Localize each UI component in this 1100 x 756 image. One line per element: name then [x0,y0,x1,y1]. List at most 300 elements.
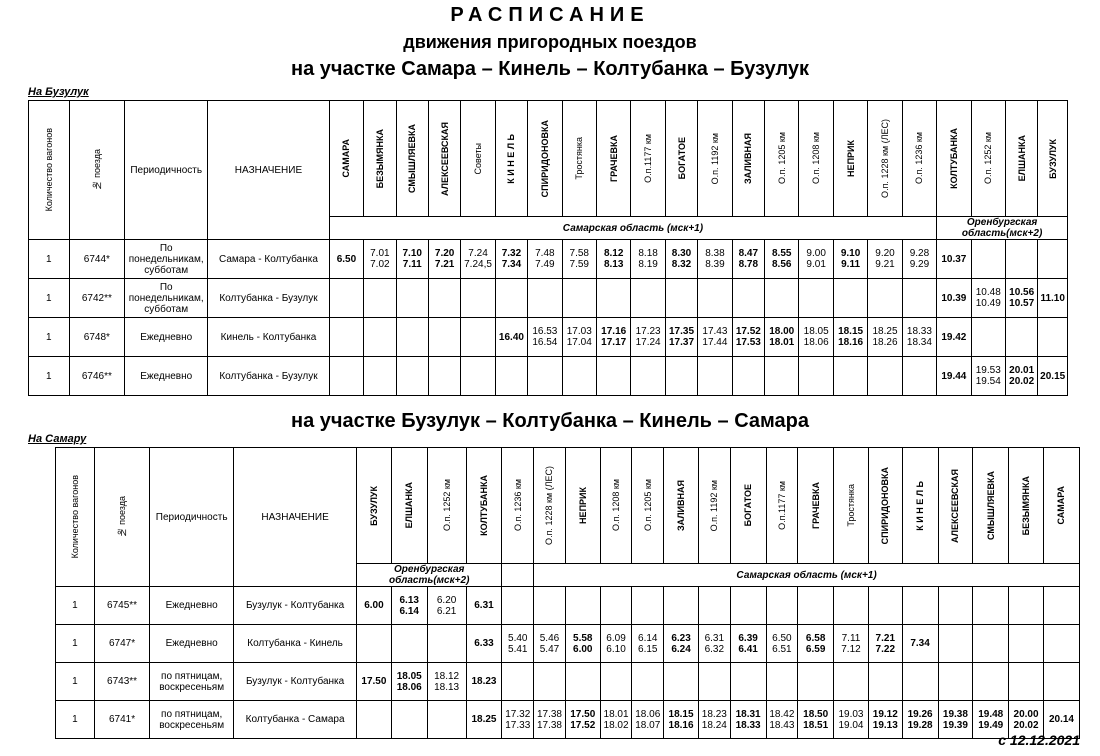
time-value: 17.44 [702,337,728,348]
time-cell [698,701,730,739]
station-header: БУЗУЛУК [357,448,392,564]
time-value: 7.21 [434,259,455,270]
station-header: К И Н Е Л Ь [495,101,527,217]
time-cell [495,279,527,318]
time-cell [466,701,502,739]
time-cell [528,279,562,318]
time-value: 20.14 [1048,714,1074,725]
time-value: 6.13 [399,594,419,606]
time-cell [364,240,396,279]
time-cell [427,701,466,739]
time-value: 6.31 [704,632,725,644]
time-value: 6.00 [364,600,384,611]
time-value: 6.41 [738,643,758,655]
column-header: Периодичность [150,448,234,587]
time-cell [534,663,566,701]
time-value: 6.23 [671,632,691,644]
cars-cell: 1 [56,625,95,663]
time-value: 17.16 [601,326,627,337]
region-label: Самарская область (мск+1) [329,217,936,240]
time-value: 19.12 [872,708,898,720]
region-gap [502,564,534,587]
time-cell [937,279,971,318]
cars-cell: 1 [56,663,95,701]
train-number: 6748* [69,318,125,357]
page-title: РАСПИСАНИЕ [450,4,650,26]
time-value: 7.10 [402,248,422,259]
time-cell [428,240,460,279]
time-cell [834,663,869,701]
time-value: 19.53 [975,365,1001,376]
time-value: 17.50 [361,676,387,687]
direction-label-to: На Бузулук [28,86,89,98]
time-cell [428,357,460,396]
time-cell [698,318,732,357]
station-header: О.п. 1252 км [427,448,466,564]
time-cell [461,279,495,318]
time-value: 8.56 [772,259,792,270]
time-value: 6.39 [738,632,758,644]
column-header: № поезда [69,101,125,240]
time-value: 18.33 [906,326,932,337]
time-cell [1009,587,1044,625]
time-cell [765,357,799,396]
periodicity-cell: Ежедневно [125,357,208,396]
time-value: 6.14 [399,605,419,617]
time-cell [562,279,596,318]
time-value: 6.09 [606,632,626,644]
time-value: 17.03 [566,326,592,337]
time-cell [902,240,936,279]
time-cell [973,625,1009,663]
time-cell [902,625,938,663]
time-cell [495,357,527,396]
time-value: 7.11 [402,259,422,270]
time-cell [698,279,732,318]
time-cell [698,587,730,625]
time-cell [971,318,1005,357]
station-header: Тростянка [834,448,869,564]
time-cell [902,279,936,318]
time-cell [971,240,1005,279]
time-value: 6.20 [436,594,457,606]
time-value: 18.00 [769,326,795,337]
time-cell [973,587,1009,625]
station-header: О.п. 1208 км [600,448,632,564]
time-value: 6.10 [606,643,626,655]
time-cell [833,357,867,396]
time-value: 18.06 [803,337,829,348]
time-cell [1038,318,1068,357]
time-value: 17.24 [635,337,661,348]
time-cell [1038,240,1068,279]
time-value: 7.12 [841,643,861,655]
station-header: СМЫШЛЯЕВКА [396,101,428,217]
time-value: 9.21 [875,259,895,270]
region-label: Оренбургская область(мск+2) [357,564,502,587]
time-cell [461,318,495,357]
time-cell [1043,587,1079,625]
time-value: 7.32 [501,248,522,259]
time-value: 18.02 [603,719,629,731]
station-header: О.п. 1192 км [698,448,730,564]
station-header: О.п.1177 км [766,448,798,564]
time-cell [600,701,632,739]
station-header: ГРАЧЕВКА [596,101,630,217]
station-header: СПИРИДОНОВКА [528,101,562,217]
time-cell [565,587,600,625]
time-value: 16.54 [532,337,558,348]
time-value: 6.14 [638,632,658,644]
time-cell [834,587,869,625]
time-cell [631,357,665,396]
time-value: 19.04 [838,719,864,731]
time-value: 6.50 [772,632,792,644]
destination-cell: Кинель - Колтубанка [208,318,330,357]
time-cell [357,625,392,663]
time-cell [461,357,495,396]
time-value: 20.15 [1040,370,1066,382]
time-cell [357,701,392,739]
time-cell [502,625,534,663]
time-value: 18.34 [906,337,932,348]
destination-cell: Самара - Колтубанка [208,240,330,279]
time-cell [868,587,902,625]
time-cell [698,240,732,279]
destination-cell: Бузулук - Колтубанка [234,587,357,625]
time-cell [1038,357,1068,396]
time-value: 5.40 [508,632,528,644]
time-cell [766,625,798,663]
time-value: 7.59 [569,259,589,270]
time-cell [665,357,697,396]
time-cell [833,318,867,357]
time-cell [631,240,665,279]
time-value: 9.01 [806,259,826,270]
region-label: Оренбургская область(мск+2) [937,217,1068,240]
time-value: 18.16 [838,337,864,348]
time-cell [1009,663,1044,701]
station-header: АЛЕКСЕЕВСКАЯ [428,101,460,217]
station-header: О.п. 1205 км [765,101,799,217]
station-header: СПИРИДОНОВКА [868,448,902,564]
time-cell [534,587,566,625]
station-header: НЕПРИК [833,101,867,217]
time-value: 17.38 [536,719,562,731]
time-cell [938,663,973,701]
time-value: 7.24 [468,248,488,259]
time-value: 9.29 [909,259,930,270]
time-value: 18.16 [668,719,694,731]
time-cell [391,701,427,739]
time-cell [766,663,798,701]
time-cell [868,318,902,357]
time-value: 17.52 [570,719,596,731]
time-value: 17.52 [735,326,761,337]
time-cell [357,663,392,701]
time-cell [466,625,502,663]
time-value: 19.13 [872,719,898,731]
time-cell [665,279,697,318]
time-cell [329,357,363,396]
time-cell [698,663,730,701]
time-cell [971,357,1005,396]
time-value: 7.34 [910,638,930,649]
time-value: 18.07 [635,719,661,731]
station-header: БОГАТОЕ [665,101,697,217]
station-header: ЗАЛИВНАЯ [732,101,764,217]
time-value: 18.01 [769,337,795,348]
column-header: № поезда [94,448,149,587]
time-cell [364,279,396,318]
train-number: 6746** [69,357,125,396]
time-value: 9.28 [909,248,930,259]
time-value: 17.50 [570,708,596,720]
time-cell [698,357,732,396]
time-value: 18.50 [803,708,829,720]
time-cell [600,587,632,625]
train-row [56,587,1080,625]
time-value: 10.56 [1009,287,1035,298]
time-value: 8.18 [638,248,658,259]
time-cell [632,625,664,663]
destination-cell: Бузулук - Колтубанка [234,663,357,701]
time-value: 8.39 [705,259,725,270]
time-cell [1043,663,1079,701]
time-cell [732,357,764,396]
time-cell [732,318,764,357]
destination-cell: Колтубанка - Кинель [234,625,357,663]
time-value: 7.11 [841,632,861,644]
time-value: 19.03 [838,708,864,720]
train-number: 6747* [94,625,149,663]
time-cell [562,357,596,396]
time-value: 10.37 [941,253,967,265]
time-cell [1005,240,1037,279]
station-header: СМЫШЛЯЕВКА [973,448,1009,564]
time-value: 20.02 [1009,376,1035,387]
time-cell [765,240,799,279]
time-value: 16.40 [498,331,524,343]
time-cell [632,701,664,739]
station-header: ГРАЧЕВКА [798,448,834,564]
time-value: 8.78 [738,259,759,270]
train-row [29,240,1068,279]
station-header: О.п. 1236 км [502,448,534,564]
periodicity-cell: Ежедневно [150,587,234,625]
time-cell [665,318,697,357]
time-cell [534,625,566,663]
column-header: Периодичность [125,101,208,240]
time-value: 19.39 [942,719,968,731]
time-value: 19.26 [907,708,933,720]
time-cell [1038,279,1068,318]
time-cell [562,240,596,279]
time-value: 19.38 [942,708,968,720]
periodicity-cell: Ежедневно [150,625,234,663]
station-header: Советы [461,101,495,217]
time-cell [664,587,699,625]
station-header: О.п. 1236 км [902,101,936,217]
time-value: 18.23 [701,708,727,720]
time-value: 18.05 [803,326,829,337]
column-header: НАЗНАЧЕНИЕ [208,101,330,240]
time-cell [1005,357,1037,396]
station-header: О.п. 1205 км [632,448,664,564]
time-value: 6.24 [671,643,691,655]
time-cell [502,663,534,701]
time-value: 6.50 [336,253,357,265]
time-value: 18.23 [471,676,497,687]
time-cell [632,663,664,701]
time-cell [427,625,466,663]
time-cell [834,701,869,739]
time-cell [495,318,527,357]
time-cell [596,240,630,279]
time-cell [798,701,834,739]
time-value: 17.35 [669,326,695,337]
time-value: 19.48 [978,708,1004,720]
time-cell [495,240,527,279]
time-cell [428,318,460,357]
time-value: 17.33 [505,719,531,731]
cars-cell: 1 [56,587,95,625]
time-value: 18.26 [872,337,898,348]
time-cell [1009,625,1044,663]
station-header: Тростянка [562,101,596,217]
time-value: 7.01 [370,248,390,259]
train-number: 6741* [94,701,149,739]
time-cell [730,701,766,739]
time-value: 9.10 [840,248,861,259]
time-cell [528,357,562,396]
periodicity-cell: По понедельникам, субботам [125,279,208,318]
time-value: 7.22 [875,643,896,655]
time-cell [562,318,596,357]
time-cell [937,240,971,279]
time-cell [868,240,902,279]
time-cell [1005,318,1037,357]
train-row [29,318,1068,357]
time-cell [868,701,902,739]
periodicity-cell: по пятницам, воскресеньям [150,701,234,739]
time-cell [428,279,460,318]
time-value: 6.21 [436,605,457,617]
time-value: 11.10 [1040,292,1065,304]
destination-cell: Колтубанка - Самара [234,701,357,739]
time-cell [565,625,600,663]
time-cell [596,318,630,357]
time-value: 6.00 [573,643,593,655]
time-cell [730,587,766,625]
time-cell [528,318,562,357]
time-value: 8.55 [772,248,792,259]
cars-cell: 1 [29,279,70,318]
time-cell [329,318,363,357]
station-header: БЕЗЫМЯНКА [364,101,396,217]
cars-cell: 1 [29,240,70,279]
time-value: 6.31 [474,600,494,611]
time-cell [466,663,502,701]
station-header: БЕЗЫМЯНКА [1009,448,1044,564]
time-cell [868,357,902,396]
time-value: 8.32 [671,259,692,270]
train-row [29,357,1068,396]
station-header: САМАРА [329,101,363,217]
time-value: 8.47 [738,248,759,259]
periodicity-cell: Ежедневно [125,318,208,357]
time-value: 6.59 [805,643,826,655]
station-header: АЛЕКСЕЕВСКАЯ [938,448,973,564]
time-cell [902,357,936,396]
time-value: 5.58 [573,632,593,644]
header-row [56,448,1080,564]
time-cell [766,587,798,625]
time-cell [664,701,699,739]
time-value: 5.46 [539,632,560,644]
time-cell [902,587,938,625]
time-cell [834,625,869,663]
time-cell [833,279,867,318]
time-value: 19.44 [941,370,967,382]
time-cell [868,625,902,663]
time-cell [631,318,665,357]
time-value: 18.25 [872,326,898,337]
time-value: 19.49 [978,719,1004,731]
time-value: 8.19 [638,259,658,270]
time-value: 17.23 [635,326,661,337]
time-cell [461,240,495,279]
time-value: 10.48 [975,287,1001,298]
time-value: 7.34 [501,259,522,270]
station-header: О.п.1177 км [631,101,665,217]
time-cell [766,701,798,739]
cars-cell: 1 [29,318,70,357]
time-cell [765,318,799,357]
station-header: НЕПРИК [565,448,600,564]
time-cell [938,587,973,625]
station-header: ЗАЛИВНАЯ [664,448,699,564]
time-cell [600,663,632,701]
time-value: 19.54 [975,376,1001,387]
time-cell [596,279,630,318]
time-cell [937,357,971,396]
time-cell [664,625,699,663]
time-value: 9.00 [806,248,826,259]
time-value: 19.42 [941,331,967,343]
station-header: О.п. 1228 км (ЛЕС) [534,448,566,564]
time-value: 17.38 [536,708,562,720]
time-cell [938,701,973,739]
station-header: ЕЛШАНКА [391,448,427,564]
time-value: 10.39 [941,292,967,304]
time-cell [937,318,971,357]
cars-cell: 1 [29,357,70,396]
header-row [29,101,1068,217]
time-cell [391,663,427,701]
train-number: 6743** [94,663,149,701]
station-header: БОГАТОЕ [730,448,766,564]
time-cell [833,240,867,279]
time-cell [565,701,600,739]
time-value: 9.11 [841,259,861,270]
time-cell [938,625,973,663]
time-value: 18.31 [735,708,761,720]
time-cell [427,663,466,701]
cars-cell: 1 [56,701,95,739]
time-cell [902,318,936,357]
time-cell [502,587,534,625]
